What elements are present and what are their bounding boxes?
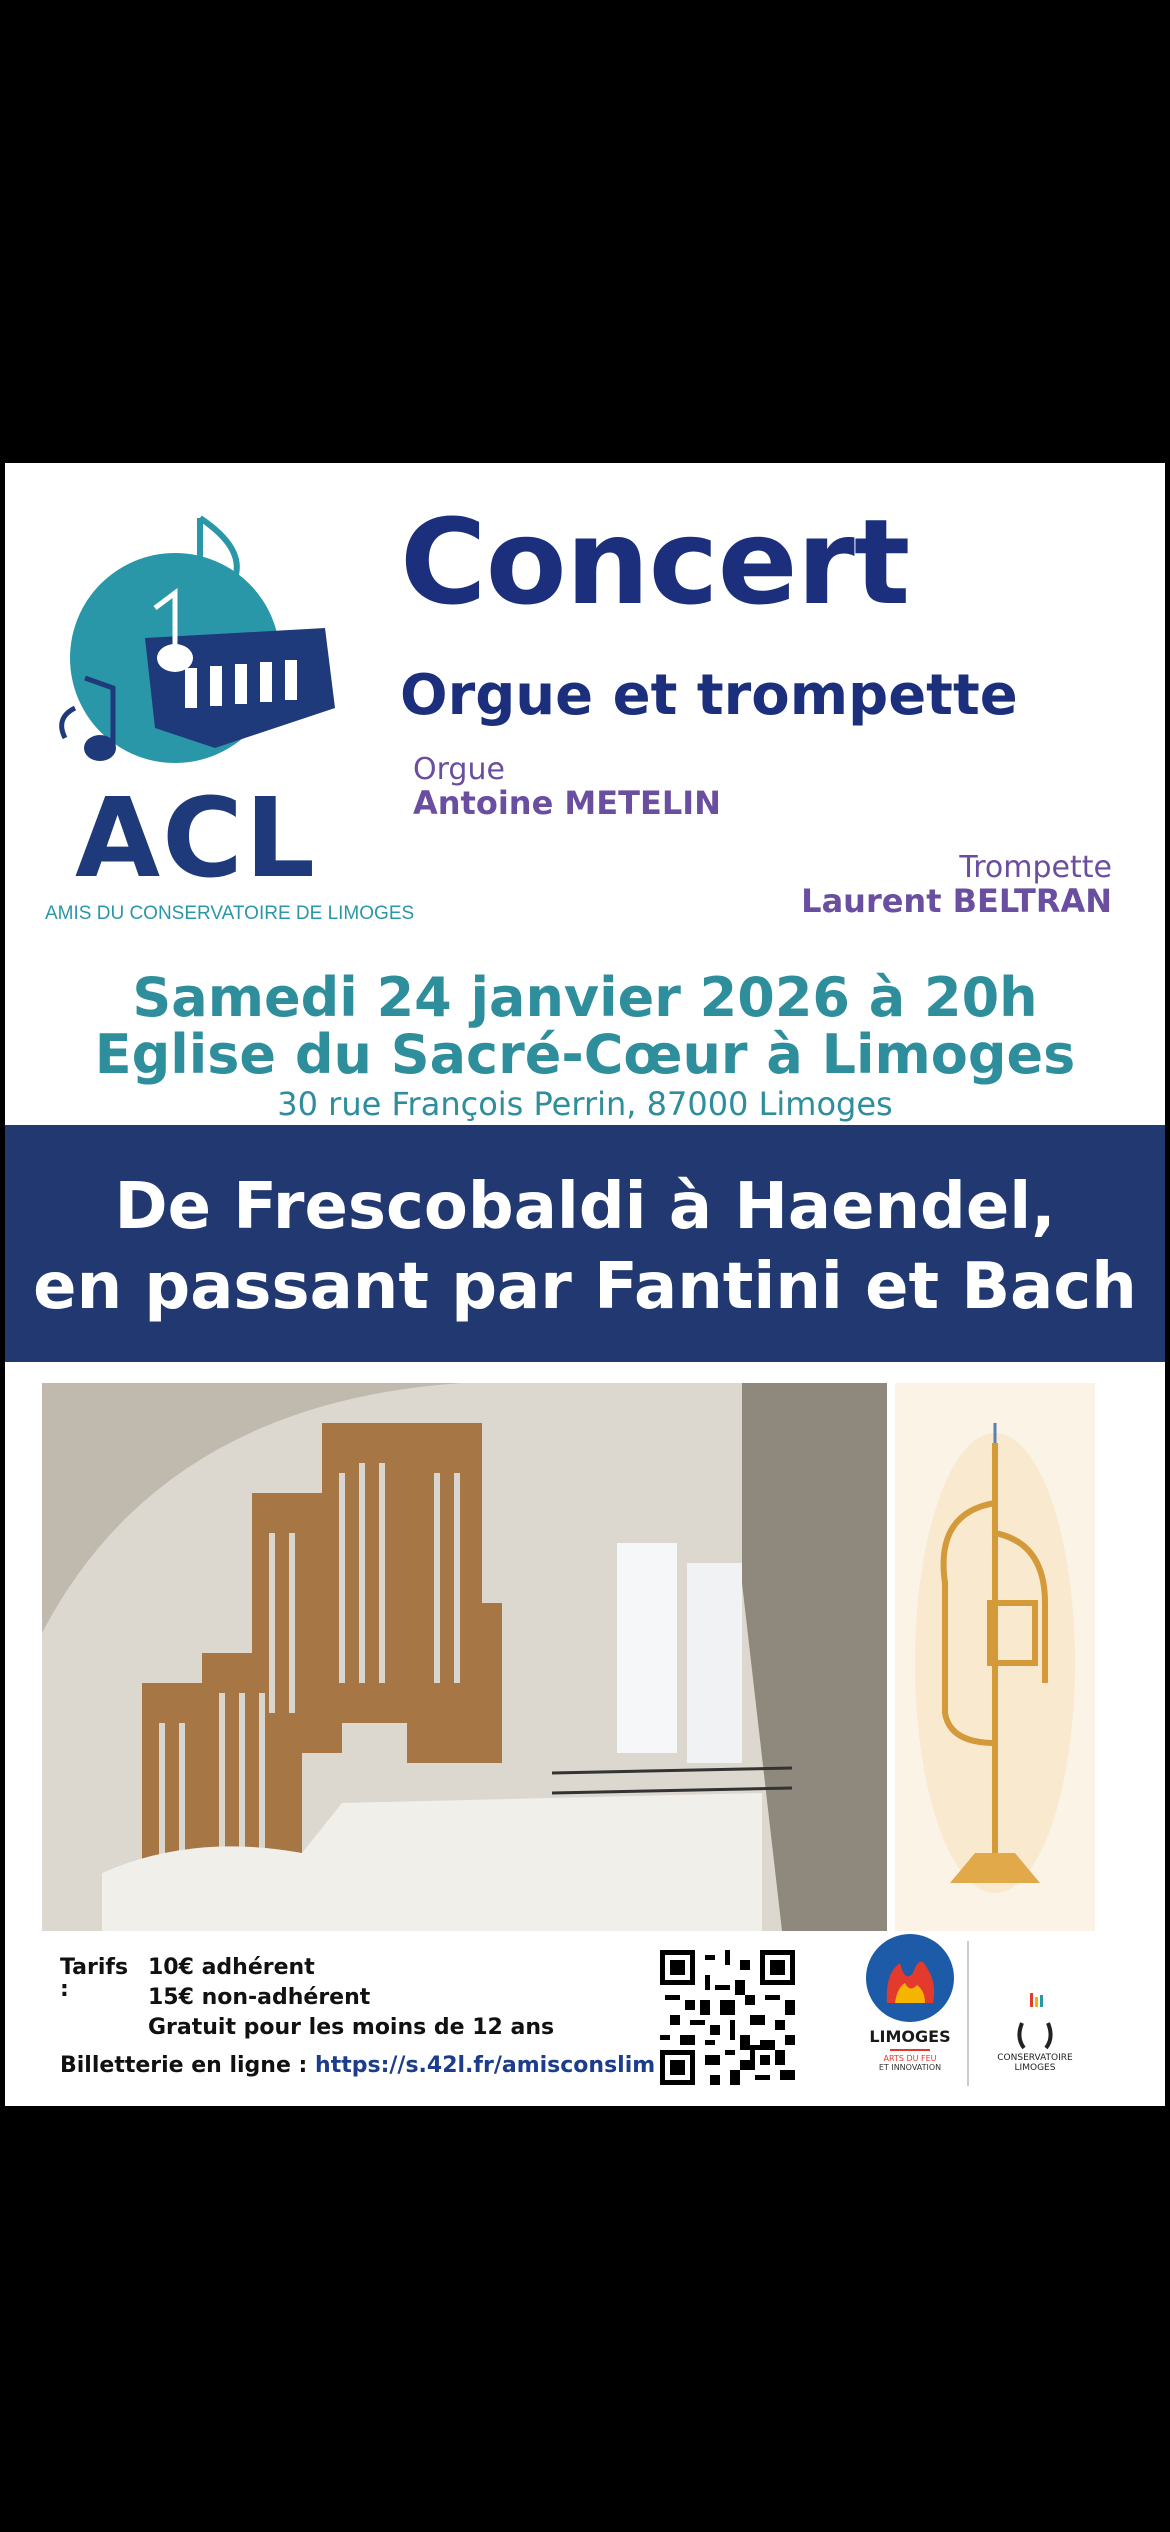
pricing-item: 15€ non-adhérent [148,1985,371,2010]
limoges-tagline: ET INNOVATION [878,2063,942,2072]
pricing-item: 10€ adhérent [148,1955,315,1980]
event-venue: Eglise du Sacré-Cœur à Limoges [94,1023,1076,1086]
organ-photo [42,1383,887,1931]
ticketing-link[interactable]: https://s.42l.fr/amisconslim [315,2053,656,2078]
performer-trumpet [801,851,1112,919]
pricing-item: Gratuit pour les moins de 12 ans [148,2015,555,2040]
performer-name: Antoine METELIN [413,784,721,822]
limoges-divider [890,2049,930,2051]
performer-role: Orgue [413,752,505,787]
logo-letters: ACL [75,774,317,902]
performer-name: Laurent BELTRAN [801,882,1112,920]
ticketing-label: Billetterie en ligne : [60,2053,308,2078]
conservatoire-name: CONSERVATOIRE [997,2053,1073,2063]
limoges-tagline: ARTS DU FEU [883,2054,937,2063]
pricing-label: Tarifs : [60,1955,129,2002]
acl-logo [35,508,415,928]
concert-subtitle: Orgue et trompette [400,663,1018,728]
trumpet-illustration [895,1383,1095,1931]
program-banner [5,1125,1165,1362]
conservatoire-emblem [1010,1993,1060,2053]
conservatoire-city: LIMOGES [1014,2063,1056,2073]
qr-code[interactable] [660,1950,795,2085]
limoges-logo [850,1933,970,2093]
conservatoire-logo [980,1993,1090,2073]
concert-poster [5,463,1165,2106]
logo-graphic [35,508,375,808]
partner-divider [967,1941,969,2086]
performer-role: Trompette [959,850,1112,885]
performer-organ [413,753,721,821]
event-date: Samedi 24 janvier 2026 à 20h [132,966,1038,1029]
limoges-emblem [865,1933,955,2023]
limoges-name: LIMOGES [869,2027,951,2046]
logo-caption: AMIS DU CONSERVATOIRE DE LIMOGES [45,903,415,924]
ticketing-line [60,2055,655,2077]
event-address: 30 rue François Perrin, 87000 Limoges [277,1085,893,1123]
program-line-2: en passant par Fantini et Bach [33,1250,1137,1324]
concert-title: Concert [400,493,910,631]
program-line-1: De Frescobaldi à Haendel, [114,1170,1056,1244]
